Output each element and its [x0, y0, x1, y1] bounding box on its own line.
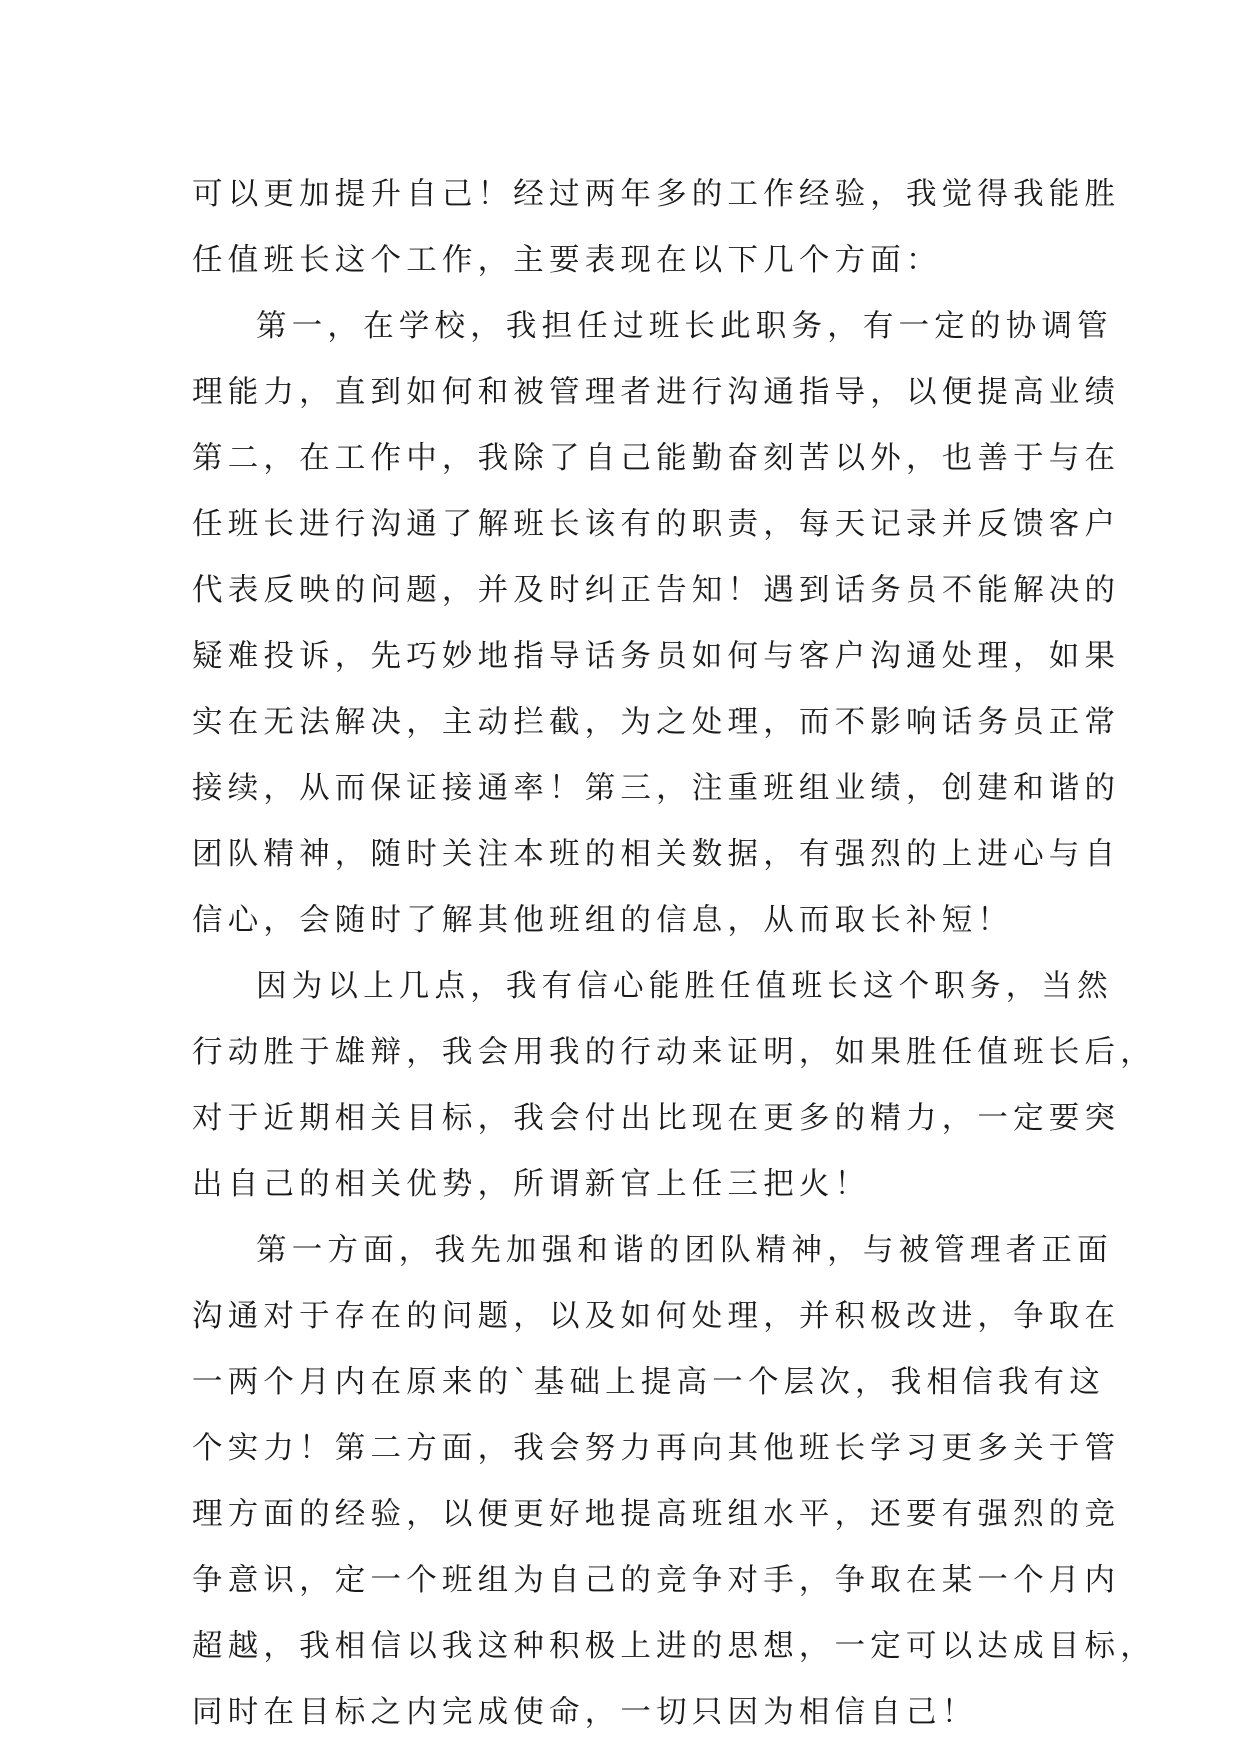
text-line: 任班长进行沟通了解班长该有的职责，每天记录并反馈客户 — [192, 507, 1121, 542]
text-line: 任值班长这个工作，主要表现在以下几个方面： — [192, 243, 942, 278]
text-line: 团队精神，随时关注本班的相关数据，有强烈的上进心与自 — [192, 837, 1121, 872]
document-body — [192, 162, 1156, 1746]
text-line: 第一方面，我先加强和谐的团队精神，与被管理者正面 — [256, 1233, 1113, 1268]
text-line: 第一，在学校，我担任过班长此职务，有一定的协调管 — [256, 309, 1113, 344]
text-line: 一两个月内在原来的`基础上提高一个层次，我相信我有这 — [192, 1365, 1105, 1400]
text-line: 接续，从而保证接通率！第三，注重班组业绩，创建和谐的 — [192, 771, 1121, 806]
text-line: 代表反映的问题，并及时纠正告知！遇到话务员不能解决的 — [192, 573, 1121, 608]
text-line: 理能力，直到如何和被管理者进行沟通指导，以便提高业绩 — [192, 375, 1121, 410]
text-line: 出自己的相关优势，所谓新官上任三把火！ — [192, 1167, 871, 1202]
text-line: 同时在目标之内完成使命，一切只因为相信自己！ — [192, 1695, 978, 1730]
text-line: 信心，会随时了解其他班组的信息，从而取长补短！ — [192, 903, 1014, 938]
text-line: 因为以上几点，我有信心能胜任值班长这个职务，当然 — [256, 969, 1113, 1004]
text-line: 第二，在工作中，我除了自己能勤奋刻苦以外，也善于与在 — [192, 441, 1121, 476]
text-line: 理方面的经验，以便更好地提高班组水平，还要有强烈的竞 — [192, 1497, 1121, 1532]
text-line: 沟通对于存在的问题，以及如何处理，并积极改进，争取在 — [192, 1299, 1121, 1334]
text-line: 对于近期相关目标，我会付出比现在更多的精力，一定要突 — [192, 1101, 1121, 1136]
text-line: 可以更加提升自己！经过两年多的工作经验，我觉得我能胜 — [192, 177, 1121, 212]
text-line: 行动胜于雄辩，我会用我的行动来证明，如果胜任值班长后， — [192, 1035, 1156, 1070]
text-line: 疑难投诉，先巧妙地指导话务员如何与客户沟通处理，如果 — [192, 639, 1121, 674]
text-line: 个实力！第二方面，我会努力再向其他班长学习更多关于管 — [192, 1431, 1121, 1466]
text-line: 实在无法解决，主动拦截，为之处理，而不影响话务员正常 — [192, 705, 1121, 740]
text-line: 超越，我相信以我这种积极上进的思想，一定可以达成目标， — [192, 1629, 1156, 1664]
text-line: 争意识，定一个班组为自己的竞争对手，争取在某一个月内 — [192, 1563, 1121, 1598]
